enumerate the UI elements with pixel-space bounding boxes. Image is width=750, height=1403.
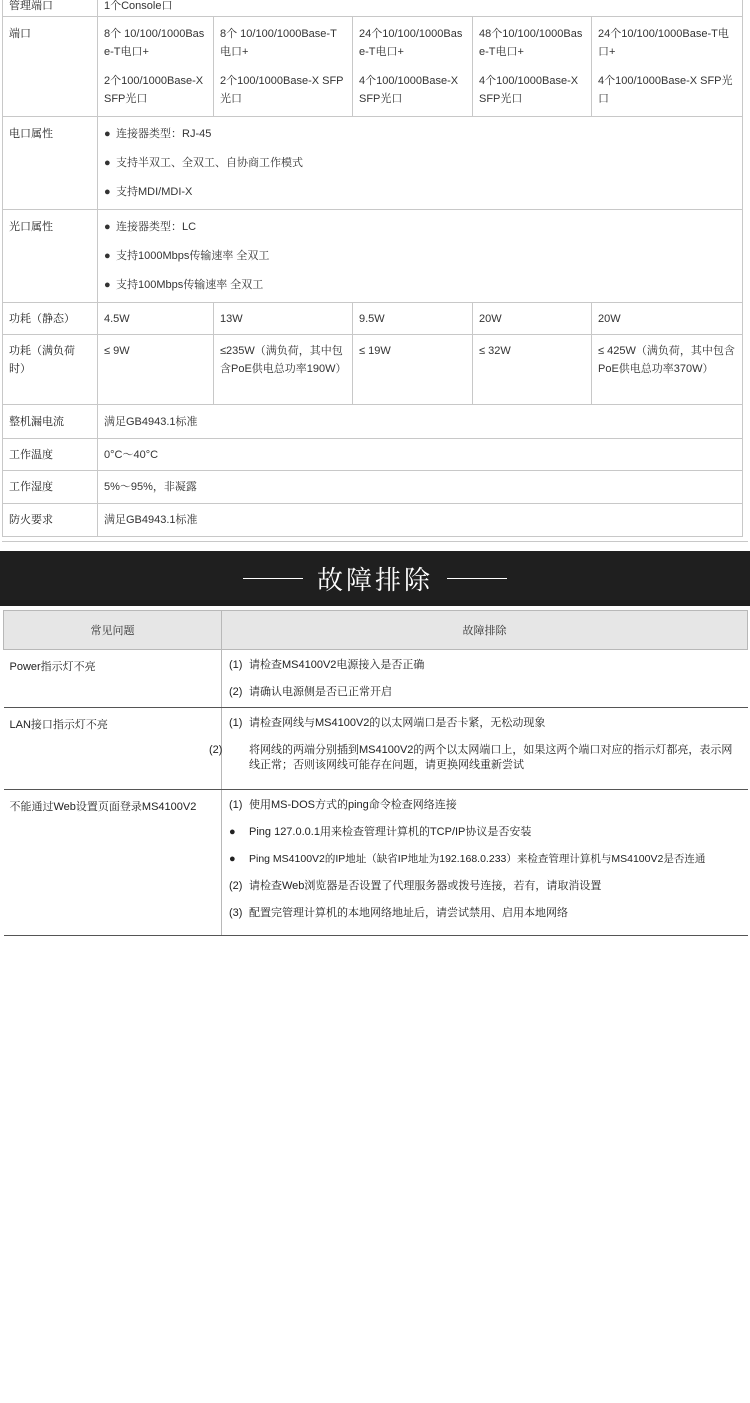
ports-cell [353, 17, 473, 117]
optical-item: ● 连接器类型：LC [104, 221, 197, 233]
answer-item: (1) 使用MS-DOS方式的ping命令检查网络连接 [229, 799, 457, 811]
optical-value [98, 210, 743, 303]
electric-item: ● 支持MDI/MDI-X [104, 186, 193, 198]
fire-value: 满足GB4943.1标准 [98, 504, 743, 537]
answer-cell [222, 650, 748, 708]
spec-row-fire [3, 504, 743, 537]
work-humidity-value: 5%～95%，非凝露 [98, 471, 743, 504]
spec-row-work-temp [3, 439, 743, 471]
ports-cell [473, 17, 592, 117]
ports-cell [592, 17, 743, 117]
spec-row-ports [3, 17, 743, 117]
answer-item: (2) 请检查Web浏览器是否设置了代理服务器或拨号连接，若有，请取消设置 [229, 880, 602, 892]
spec-row-optical [3, 210, 743, 303]
ports-line2: 4个100/1000Base-X SFP光口 [359, 75, 459, 105]
ports-cell [98, 17, 214, 117]
power-full-value: ≤235W（满负荷，其中包含PoE供电总功率190W） [214, 335, 353, 405]
banner-right-rule [447, 578, 507, 579]
banner-title: 故障排除 [316, 566, 433, 596]
spec-section [2, 0, 748, 542]
question-cell: 不能通过Web设置页面登录MS4100V2 [4, 790, 222, 936]
electric-item: ● 连接器类型：RJ-45 [104, 128, 212, 140]
power-full-value: ≤ 32W [473, 335, 592, 405]
header-solution: 故障排除 [222, 611, 748, 650]
troubleshooting-table [3, 610, 748, 936]
mgmt-port-label: 管理端口 [3, 0, 98, 17]
power-static-value: 20W [592, 303, 743, 335]
ports-line2: 2个100/1000Base-X SFP光口 [220, 75, 344, 105]
optical-item: ● 支持1000Mbps传输速率 全双工 [104, 250, 270, 262]
table-row [4, 650, 748, 708]
power-full-value: ≤ 19W [353, 335, 473, 405]
power-static-label: 功耗（静态） [3, 303, 98, 335]
work-temp-value: 0°C～40°C [98, 439, 743, 471]
answer-item: ● Ping MS4100V2的IP地址（缺省IP地址为192.168.0.233）来检查管理计算机与MS4100V2是否连通 [229, 853, 706, 865]
fire-label: 防火要求 [3, 504, 98, 537]
electric-label: 电口属性 [3, 117, 98, 210]
banner-left-rule [243, 578, 303, 579]
power-static-value: 4.5W [98, 303, 214, 335]
ports-line2: 4个100/1000Base-X SFP光口 [479, 75, 579, 105]
spec-row-mgmt-port [3, 0, 743, 17]
answer-cell [209, 708, 748, 790]
power-full-label: 功耗（满负荷时） [3, 335, 98, 405]
electric-value [98, 117, 743, 210]
spec-row-work-humidity [3, 471, 743, 504]
ports-line1: 8个 10/100/1000Base-T电口+ [104, 28, 205, 58]
answer-item: (3) 配置完管理计算机的本地网络地址后，请尝试禁用、启用本地网络 [229, 907, 568, 919]
spec-row-power-static [3, 303, 743, 335]
power-full-value: ≤ 9W [98, 335, 214, 405]
leakage-label: 整机漏电流 [3, 405, 98, 439]
section-banner [0, 551, 750, 606]
spec-row-power-full [3, 335, 743, 405]
answer-cell [222, 790, 748, 936]
work-humidity-label: 工作湿度 [3, 471, 98, 504]
spec-table [2, 0, 743, 537]
power-static-value: 13W [214, 303, 353, 335]
ports-line1: 24个10/100/1000Base-T电口+ [598, 28, 729, 58]
mgmt-port-value: 1个Console口 [98, 0, 743, 17]
ports-line2: 2个100/1000Base-X SFP光口 [104, 75, 204, 105]
ports-line2: 4个100/1000Base-X SFP光口 [598, 75, 733, 105]
ports-line1: 24个10/100/1000Base-T电口+ [359, 28, 463, 58]
work-temp-label: 工作温度 [3, 439, 98, 471]
ports-line1: 48个10/100/1000Base-T电口+ [479, 28, 583, 58]
optical-item: ● 支持100Mbps传输速率 全双工 [104, 279, 264, 291]
ports-label: 端口 [3, 17, 98, 117]
power-full-value: ≤ 425W（满负荷，其中包含PoE供电总功率370W） [592, 335, 743, 405]
answer-item: (2) 将网线的两端分别插到MS4100V2的两个以太网端口上，如果这两个端口对应的指示灯都亮，表示网线正常；否则该网线可能存在问题，请更换网线重新尝试 [209, 744, 733, 771]
answer-item: (1) 请检查网线与MS4100V2的以太网端口是否卡紧，无松动现象 [229, 717, 546, 729]
spec-row-leakage [3, 405, 743, 439]
power-static-value: 20W [473, 303, 592, 335]
power-static-value: 9.5W [353, 303, 473, 335]
troubleshooting-header [4, 611, 748, 650]
question-cell: Power指示灯不亮 [4, 650, 222, 708]
answer-item: ● Ping 127.0.0.1用来检查管理计算机的TCP/IP协议是否安装 [229, 826, 532, 838]
table-row [4, 708, 748, 790]
table-row [4, 790, 748, 936]
header-question: 常见问题 [4, 611, 222, 650]
answer-item: (2) 请确认电源侧是否已正常开启 [229, 686, 392, 698]
ports-line1: 8个 10/100/1000Base-T电口+ [220, 28, 337, 58]
optical-label: 光口属性 [3, 210, 98, 303]
question-cell: LAN接口指示灯不亮 [4, 708, 222, 790]
electric-item: ● 支持半双工、全双工、自协商工作模式 [104, 157, 303, 169]
answer-item: (1) 请检查MS4100V2电源接入是否正确 [229, 659, 425, 671]
leakage-value: 满足GB4943.1标准 [98, 405, 743, 439]
ports-cell [214, 17, 353, 117]
spec-row-electric [3, 117, 743, 210]
